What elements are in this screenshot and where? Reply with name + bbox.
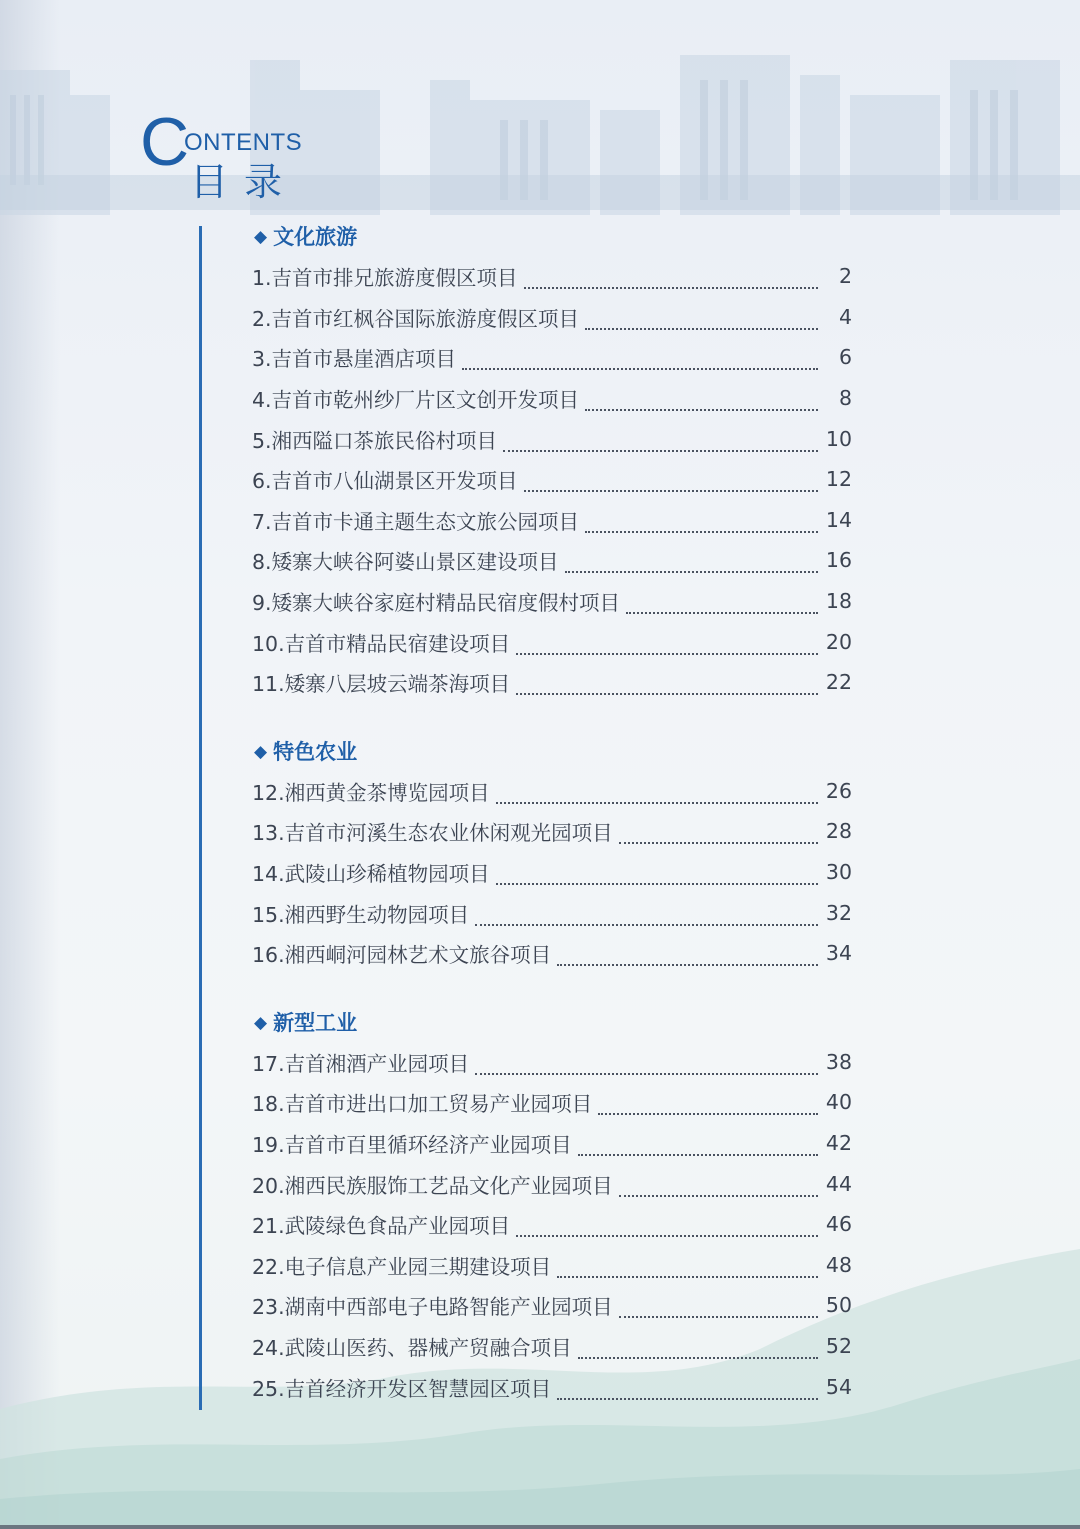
dot-leader (496, 782, 818, 804)
dot-leader (475, 904, 818, 926)
toc-entry-page: 32 (825, 900, 852, 925)
dot-leader (585, 389, 818, 411)
toc-entry[interactable] (252, 1042, 852, 1083)
toc-entry-page: 18 (825, 589, 852, 614)
toc-entry-page: 44 (825, 1171, 852, 1196)
toc-entry-page: 52 (825, 1333, 852, 1358)
page-title: 目录 (190, 160, 299, 204)
diamond-bullet-icon: ◆ (254, 1012, 268, 1033)
contents-header (140, 104, 340, 208)
toc-entry-page: 4 (838, 304, 852, 329)
toc-entry[interactable] (252, 852, 852, 893)
section-title-text: 文化旅游 (273, 225, 358, 249)
section-title (252, 218, 852, 256)
toc-entry-page: 22 (825, 670, 852, 695)
dot-leader (598, 1093, 818, 1115)
toc-entry[interactable] (252, 1204, 852, 1245)
toc-entry-title: 12.湘西黄金茶博览园项目 (252, 780, 490, 805)
toc-entry-page: 46 (825, 1212, 852, 1237)
toc-entry-title: 13.吉首市河溪生态农业休闲观光园项目 (252, 821, 613, 846)
toc-entry-title: 4.吉首市乾州纱厂片区文创开发项目 (252, 388, 580, 413)
dot-leader (565, 551, 818, 573)
toc-entry[interactable] (252, 1326, 852, 1367)
section-title (252, 1004, 852, 1042)
toc-entry[interactable] (252, 1244, 852, 1285)
dot-leader (524, 267, 818, 289)
dot-leader (557, 944, 818, 966)
toc-entry-page: 2 (838, 264, 852, 289)
toc-entry-title: 2.吉首市红枫谷国际旅游度假区项目 (252, 306, 580, 331)
dot-leader (578, 1134, 818, 1156)
toc-entry-page: 6 (838, 345, 852, 370)
toc-entry-title: 1.吉首市排兄旅游度假区项目 (252, 266, 518, 291)
toc-entry-title: 10.吉首市精品民宿建设项目 (252, 631, 511, 656)
toc-entry[interactable] (252, 1082, 852, 1123)
toc-entry[interactable] (252, 621, 852, 662)
dot-leader (578, 1337, 818, 1359)
toc-entry[interactable] (252, 297, 852, 338)
toc-entry[interactable] (252, 1163, 852, 1204)
toc-entry[interactable] (252, 256, 852, 297)
toc-entry-page: 26 (825, 778, 852, 803)
toc-entry-title: 18.吉首市进出口加工贸易产业园项目 (252, 1092, 593, 1117)
toc-entry-page: 28 (825, 819, 852, 844)
table-of-contents (252, 218, 852, 1437)
toc-entry-title: 22.电子信息产业园三期建设项目 (252, 1254, 552, 1279)
toc-entry-title: 9.矮寨大峡谷家庭村精品民宿度假村项目 (252, 591, 621, 616)
section-title (252, 733, 852, 771)
toc-entry-title: 5.湘西隘口茶旅民俗村项目 (252, 428, 498, 453)
toc-entry-page: 10 (825, 426, 852, 451)
toc-entry-title: 11.矮寨八层坡云端茶海项目 (252, 672, 511, 697)
dot-leader (475, 1053, 818, 1075)
dot-leader (619, 1296, 818, 1318)
toc-entry[interactable] (252, 1123, 852, 1164)
toc-entry[interactable] (252, 811, 852, 852)
toc-entry[interactable] (252, 459, 852, 500)
dot-leader (626, 592, 818, 614)
dot-leader (516, 633, 818, 655)
section-title-text: 新型工业 (273, 1010, 358, 1035)
toc-entry-title: 7.吉首市卡通主题生态文旅公园项目 (252, 509, 580, 534)
toc-entry[interactable] (252, 378, 852, 419)
toc-entry-page: 20 (825, 629, 852, 654)
diamond-bullet-icon: ◆ (254, 741, 268, 762)
toc-entry-page: 42 (825, 1130, 852, 1155)
dot-leader (619, 822, 818, 844)
vertical-divider (199, 226, 202, 1410)
toc-section (252, 218, 852, 703)
toc-section (252, 1004, 852, 1407)
toc-entry[interactable] (252, 771, 852, 812)
page-bottom-edge (0, 1525, 1080, 1529)
dot-leader (557, 1256, 818, 1278)
toc-entry-title: 17.吉首湘酒产业园项目 (252, 1051, 470, 1076)
toc-entry-page: 8 (838, 386, 852, 411)
toc-entry[interactable] (252, 500, 852, 541)
toc-entry[interactable] (252, 418, 852, 459)
toc-entry-title: 24.武陵山医药、器械产贸融合项目 (252, 1335, 572, 1360)
dot-leader (516, 1215, 818, 1237)
dot-leader (496, 863, 818, 885)
dot-leader (462, 348, 818, 370)
toc-entry[interactable] (252, 581, 852, 622)
toc-entry-title: 20.湘西民族服饰工艺品文化产业园项目 (252, 1173, 613, 1198)
toc-entry[interactable] (252, 540, 852, 581)
toc-entry[interactable] (252, 1285, 852, 1326)
toc-entry[interactable] (252, 662, 852, 703)
dot-leader (585, 308, 818, 330)
toc-entry-title: 8.矮寨大峡谷阿婆山景区建设项目 (252, 550, 559, 575)
toc-entry-title: 23.湖南中西部电子电路智能产业园项目 (252, 1295, 613, 1320)
toc-entry-page: 16 (825, 548, 852, 573)
toc-entry-page: 48 (825, 1252, 852, 1277)
toc-entry-page: 38 (825, 1049, 852, 1074)
toc-entry[interactable] (252, 892, 852, 933)
toc-entry-title: 6.吉首市八仙湖景区开发项目 (252, 469, 518, 494)
toc-entry-page: 50 (825, 1293, 852, 1318)
dot-leader (524, 470, 818, 492)
toc-entry-title: 3.吉首市悬崖酒店项目 (252, 347, 457, 372)
toc-entry-title: 16.湘西峒河园林艺术文旅谷项目 (252, 943, 552, 968)
section-title-text: 特色农业 (273, 739, 358, 764)
toc-entry-page: 14 (825, 507, 852, 532)
dot-leader (503, 430, 818, 452)
toc-entry-page: 34 (825, 941, 852, 966)
toc-entry[interactable] (252, 933, 852, 974)
toc-entry-page: 12 (825, 467, 852, 492)
contents-initial: C (140, 104, 190, 180)
toc-entry[interactable] (252, 337, 852, 378)
toc-entry-title: 19.吉首市百里循环经济产业园项目 (252, 1132, 572, 1157)
dot-leader (585, 511, 818, 533)
toc-entry-page: 40 (825, 1090, 852, 1115)
toc-entry-page: 54 (825, 1374, 852, 1399)
toc-entry-title: 21.武陵绿色食品产业园项目 (252, 1214, 511, 1239)
toc-entry-title: 14.武陵山珍稀植物园项目 (252, 862, 490, 887)
toc-section (252, 733, 852, 974)
diamond-bullet-icon: ◆ (254, 227, 268, 247)
dot-leader (619, 1175, 818, 1197)
dot-leader (557, 1378, 818, 1400)
toc-entry-title: 25.吉首经济开发区智慧园区项目 (252, 1376, 552, 1401)
toc-entry[interactable] (252, 1366, 852, 1407)
dot-leader (516, 673, 818, 695)
toc-entry-page: 30 (825, 860, 852, 885)
toc-entry-title: 15.湘西野生动物园项目 (252, 902, 470, 927)
contents-word: ONTENTS (184, 129, 303, 156)
